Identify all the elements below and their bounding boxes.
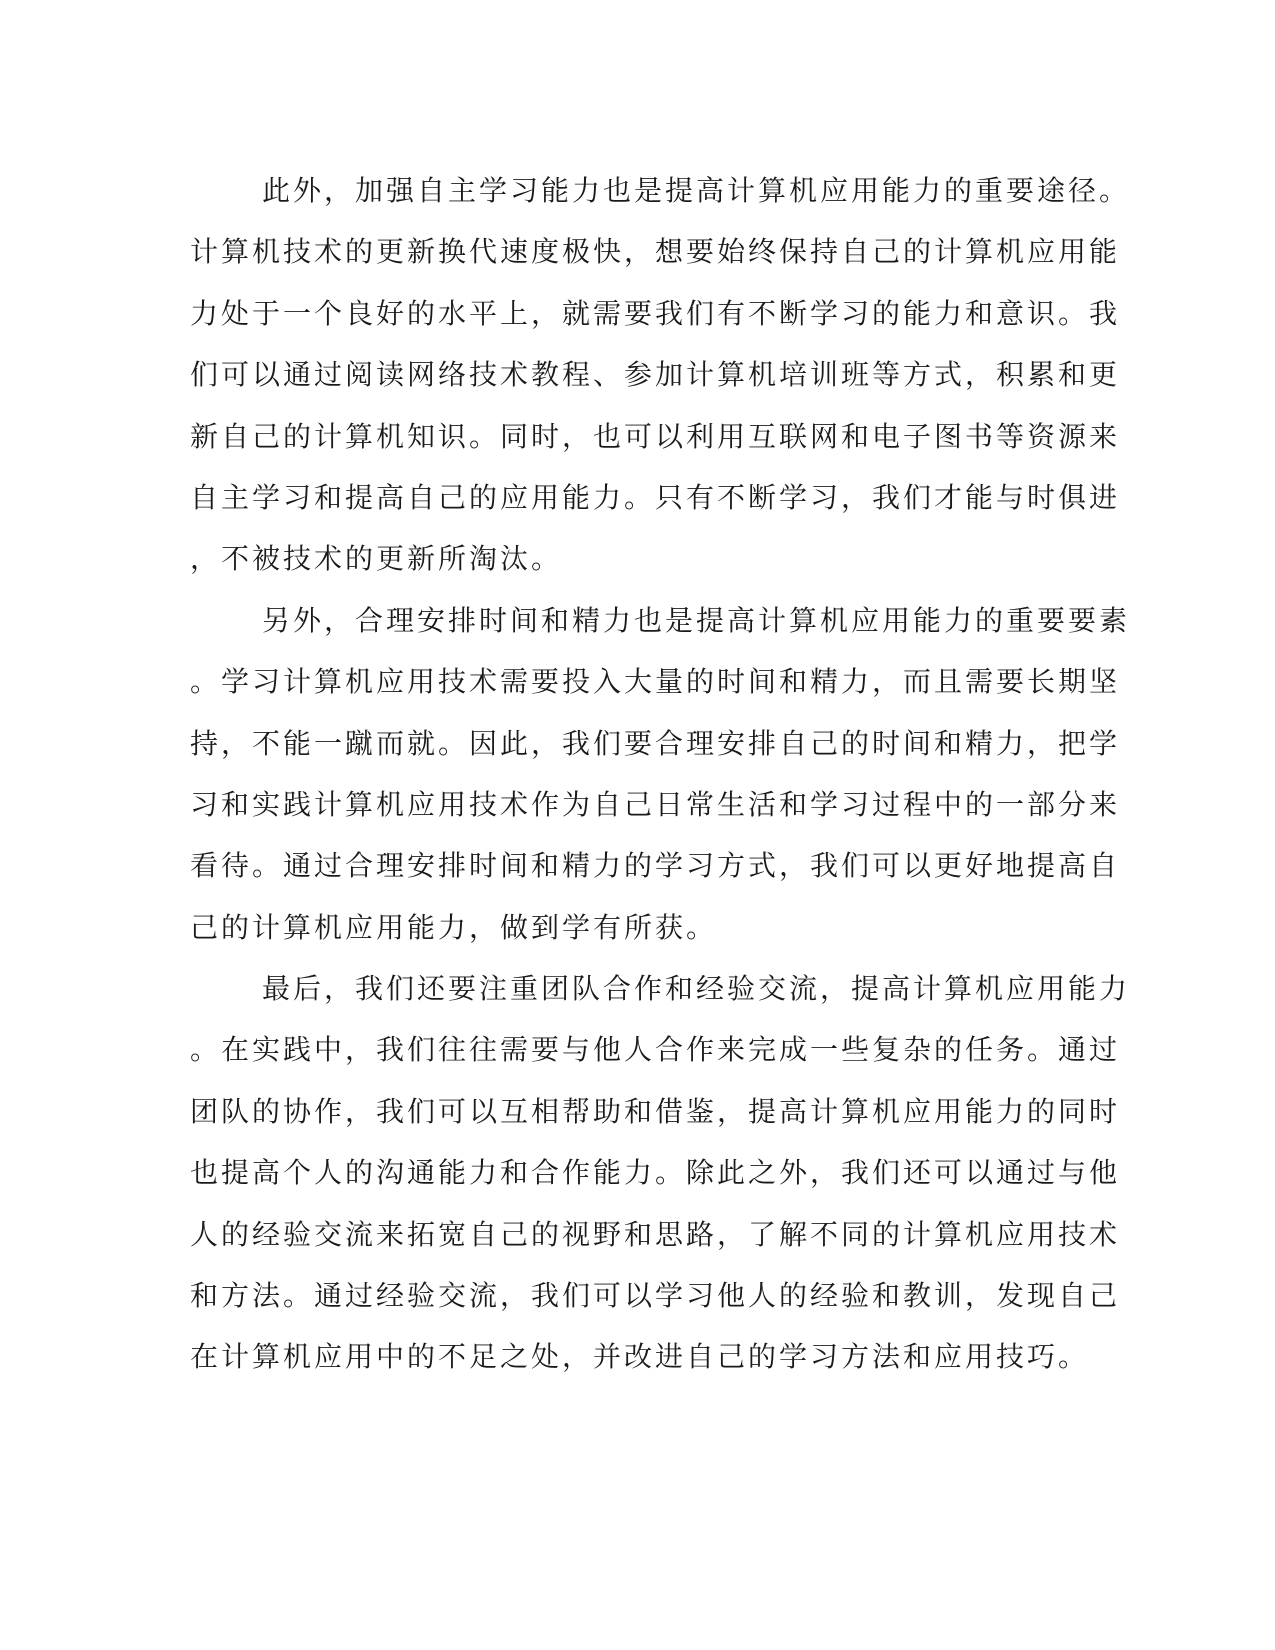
- paragraph-2-line-2: 。学习计算机应用技术需要投入大量的时间和精力，而且需要长期坚: [190, 665, 1121, 699]
- paragraph-2-line-3: 持，不能一蹴而就。因此，我们要合理安排自己的时间和精力，把学: [190, 726, 1121, 760]
- paragraph-1-line-7: ，不被技术的更新所淘汰。: [190, 542, 563, 576]
- paragraph-1-line-2: 计算机技术的更新换代速度极快，想要始终保持自己的计算机应用能: [190, 235, 1121, 269]
- paragraph-3-line-1: 最后，我们还要注重团队合作和经验交流，提高计算机应用能力: [262, 972, 1131, 1006]
- paragraph-1-line-4: 们可以通过阅读网络技术教程、参加计算机培训班等方式，积累和更: [190, 358, 1121, 392]
- paragraph-3-line-4: 也提高个人的沟通能力和合作能力。除此之外，我们还可以通过与他: [190, 1156, 1121, 1190]
- paragraph-1-line-6: 自主学习和提高自己的应用能力。只有不断学习，我们才能与时俱进: [190, 480, 1121, 514]
- document-body: [190, 160, 1131, 1388]
- paragraph-2-line-1: 另外，合理安排时间和精力也是提高计算机应用能力的重要要素: [262, 603, 1131, 637]
- paragraph-1-line-3: 力处于一个良好的水平上，就需要我们有不断学习的能力和意识。我: [190, 296, 1121, 330]
- paragraph-2-line-6: 己的计算机应用能力，做到学有所获。: [190, 910, 718, 944]
- paragraph-3-line-7: 在计算机应用中的不足之处，并改进自己的学习方法和应用技巧。: [190, 1340, 1090, 1374]
- paragraph-1-line-5: 新自己的计算机知识。同时，也可以利用互联网和电子图书等资源来: [190, 419, 1121, 453]
- paragraph-3-line-6: 和方法。通过经验交流，我们可以学习他人的经验和教训，发现自己: [190, 1279, 1121, 1313]
- paragraph-1-line-1: 此外，加强自主学习能力也是提高计算机应用能力的重要途径。: [262, 174, 1131, 207]
- paragraph-3-line-3: 团队的协作，我们可以互相帮助和借鉴，提高计算机应用能力的同时: [190, 1094, 1121, 1128]
- paragraph-3-line-5: 人的经验交流来拓宽自己的视野和思路，了解不同的计算机应用技术: [190, 1217, 1121, 1251]
- paragraph-2-line-4: 习和实践计算机应用技术作为自己日常生活和学习过程中的一部分来: [190, 787, 1121, 821]
- paragraph-3-line-2: 。在实践中，我们往往需要与他人合作来完成一些复杂的任务。通过: [190, 1033, 1121, 1067]
- paragraph-2-line-5: 看待。通过合理安排时间和精力的学习方式，我们可以更好地提高自: [190, 849, 1121, 883]
